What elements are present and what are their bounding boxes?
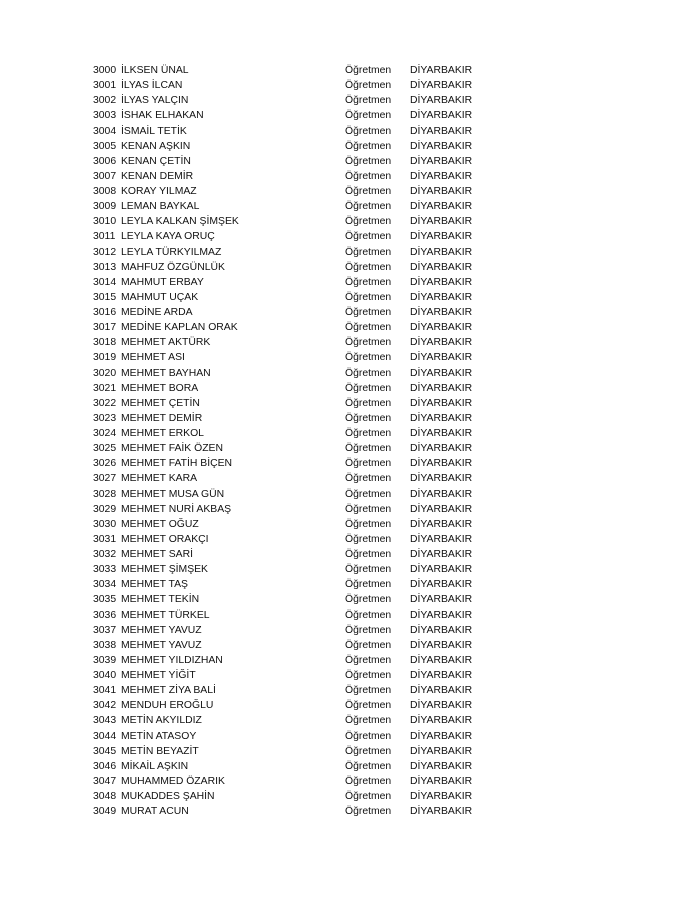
person-name: LEYLA TÜRKYILMAZ <box>121 246 222 258</box>
row-number: 3020 <box>93 367 117 379</box>
city-name: DİYARBAKIR <box>410 564 473 576</box>
person-name: MEHMET ÇETİN <box>121 397 200 409</box>
city-name: DİYARBAKIR <box>410 65 473 76</box>
list-row <box>93 275 513 290</box>
row-number: 3001 <box>93 80 117 92</box>
city-name: DİYARBAKIR <box>410 307 473 318</box>
row-number: 3022 <box>93 397 117 409</box>
person-name: MEHMET YILDIZHAN <box>121 654 223 666</box>
person-name: İLYAS YALÇIN <box>121 95 189 107</box>
list-row <box>93 517 513 532</box>
row-number: 3045 <box>93 745 117 757</box>
city-name: DİYARBAKIR <box>410 428 473 439</box>
list-row <box>93 729 513 744</box>
job-title: Öğretmen <box>345 65 392 76</box>
job-title: Öğretmen <box>345 670 392 681</box>
city-name: DİYARBAKIR <box>410 624 473 636</box>
city-name: DİYARBAKIR <box>410 261 473 273</box>
job-title: Öğretmen <box>345 715 392 727</box>
city-name: DİYARBAKIR <box>410 639 473 651</box>
person-name: MEHMET MUSA GÜN <box>121 488 225 500</box>
row-number: 3016 <box>93 307 117 318</box>
list-row <box>93 653 513 668</box>
job-title: Öğretmen <box>345 639 392 651</box>
job-title: Öğretmen <box>345 488 392 500</box>
row-number: 3036 <box>93 609 117 621</box>
job-title: Öğretmen <box>345 352 392 364</box>
list-row <box>93 350 513 365</box>
job-title: Öğretmen <box>345 564 392 576</box>
list-row <box>93 214 513 229</box>
city-name: DİYARBAKIR <box>410 654 473 666</box>
city-name: DİYARBAKIR <box>410 443 473 455</box>
list-row <box>93 502 513 517</box>
job-title: Öğretmen <box>345 80 392 92</box>
list-row <box>93 199 513 214</box>
job-title: Öğretmen <box>345 609 392 621</box>
list-row <box>93 139 513 154</box>
city-name: DİYARBAKIR <box>410 125 473 137</box>
city-name: DİYARBAKIR <box>410 488 473 500</box>
job-title: Öğretmen <box>345 170 392 182</box>
person-name: MAHFUZ ÖZGÜNLÜK <box>121 261 225 273</box>
person-name: MUHAMMED ÖZARIK <box>121 775 225 787</box>
person-name: MEHMET AKTÜRK <box>121 337 211 349</box>
person-name: MEHMET BORA <box>121 382 199 394</box>
person-name: MEHMET FATİH BİÇEN <box>121 458 233 470</box>
row-number: 3025 <box>93 443 117 455</box>
person-name: MEHMET KARA <box>121 473 198 485</box>
city-name: DİYARBAKIR <box>410 276 473 288</box>
list-row <box>93 366 513 381</box>
job-title: Öğretmen <box>345 201 392 213</box>
job-title: Öğretmen <box>345 473 392 485</box>
city-name: DİYARBAKIR <box>410 397 473 409</box>
row-number: 3010 <box>93 216 117 228</box>
job-title: Öğretmen <box>345 291 392 303</box>
list-row <box>93 471 513 486</box>
row-number: 3038 <box>93 639 117 651</box>
row-number: 3030 <box>93 518 117 530</box>
person-name: MEHMET TÜRKEL <box>121 609 210 621</box>
row-number: 3035 <box>93 594 117 606</box>
list-row <box>93 411 513 426</box>
job-title: Öğretmen <box>345 594 392 606</box>
row-number: 3000 <box>93 65 117 76</box>
person-name: İSMAİL TETİK <box>121 125 187 137</box>
city-name: DİYARBAKIR <box>410 700 473 712</box>
row-number: 3028 <box>93 488 117 500</box>
person-name: MEHMET SARİ <box>121 549 193 560</box>
list-row <box>93 713 513 728</box>
row-number: 3027 <box>93 473 117 485</box>
row-number: 3037 <box>93 624 117 636</box>
city-name: DİYARBAKIR <box>410 458 473 470</box>
job-title: Öğretmen <box>345 654 392 666</box>
person-name: MEHMET ZİYA BALİ <box>121 685 216 697</box>
list-row <box>93 245 513 260</box>
list-row <box>93 78 513 93</box>
city-name: DİYARBAKIR <box>410 579 473 591</box>
row-number: 3014 <box>93 276 117 288</box>
person-name: İLYAS İLCAN <box>121 80 183 92</box>
row-number: 3046 <box>93 760 117 772</box>
city-name: DİYARBAKIR <box>410 518 473 530</box>
list-row <box>93 320 513 335</box>
list-row <box>93 547 513 562</box>
job-title: Öğretmen <box>345 518 392 530</box>
list-row <box>93 623 513 638</box>
list-row <box>93 638 513 653</box>
city-name: DİYARBAKIR <box>410 775 473 787</box>
city-name: DİYARBAKIR <box>410 806 473 818</box>
row-number: 3005 <box>93 140 117 152</box>
list-row <box>93 698 513 713</box>
city-name: DİYARBAKIR <box>410 367 473 379</box>
row-number: 3018 <box>93 337 117 349</box>
job-title: Öğretmen <box>345 579 392 591</box>
person-name: MEHMET YAVUZ <box>121 639 202 651</box>
job-title: Öğretmen <box>345 775 392 787</box>
person-name: MEHMET ŞİMŞEK <box>121 564 208 576</box>
city-name: DİYARBAKIR <box>410 412 473 424</box>
city-name: DİYARBAKIR <box>410 170 473 182</box>
list-row <box>93 381 513 396</box>
person-name: İSHAK ELHAKAN <box>121 110 204 122</box>
row-number: 3032 <box>93 549 117 560</box>
job-title: Öğretmen <box>345 276 392 288</box>
person-name: MEHMET TAŞ <box>121 579 188 591</box>
person-name: MUKADDES ŞAHİN <box>121 791 215 802</box>
job-title: Öğretmen <box>345 261 392 273</box>
row-number: 3009 <box>93 201 117 213</box>
job-title: Öğretmen <box>345 685 392 697</box>
row-number: 3004 <box>93 125 117 137</box>
list-row <box>93 789 513 804</box>
job-title: Öğretmen <box>345 337 392 349</box>
list-row <box>93 169 513 184</box>
list-row <box>93 774 513 789</box>
list-row <box>93 184 513 199</box>
row-number: 3049 <box>93 806 117 818</box>
row-number: 3019 <box>93 352 117 364</box>
person-name: MEHMET TEKİN <box>121 594 200 606</box>
person-name: MEHMET YAVUZ <box>121 624 202 636</box>
row-number: 3015 <box>93 291 117 303</box>
list-row <box>93 804 513 819</box>
row-number: 3039 <box>93 654 117 666</box>
city-name: DİYARBAKIR <box>410 80 473 92</box>
city-name: DİYARBAKIR <box>410 549 473 560</box>
row-number: 3003 <box>93 110 117 122</box>
row-number: 3042 <box>93 700 117 712</box>
person-name: MEHMET FAİK ÖZEN <box>121 443 223 455</box>
list-row <box>93 108 513 123</box>
city-name: DİYARBAKIR <box>410 155 473 167</box>
list-row <box>93 487 513 502</box>
job-title: Öğretmen <box>345 95 392 107</box>
city-name: DİYARBAKIR <box>410 533 473 545</box>
person-name: MAHMUT UÇAK <box>121 291 199 303</box>
person-name: KENAN ÇETİN <box>121 155 191 167</box>
row-number: 3040 <box>93 670 117 681</box>
job-title: Öğretmen <box>345 246 392 258</box>
job-title: Öğretmen <box>345 186 392 197</box>
list-row <box>93 592 513 607</box>
job-title: Öğretmen <box>345 397 392 409</box>
row-number: 3012 <box>93 246 117 258</box>
city-name: DİYARBAKIR <box>410 473 473 485</box>
list-row <box>93 229 513 244</box>
row-number: 3026 <box>93 458 117 470</box>
row-number: 3023 <box>93 412 117 424</box>
city-name: DİYARBAKIR <box>410 216 473 228</box>
list-row <box>93 608 513 623</box>
row-number: 3024 <box>93 428 117 439</box>
list-row <box>93 93 513 108</box>
job-title: Öğretmen <box>345 730 392 742</box>
list-row <box>93 335 513 350</box>
job-title: Öğretmen <box>345 745 392 757</box>
job-title: Öğretmen <box>345 110 392 122</box>
list-row <box>93 63 513 78</box>
list-row <box>93 562 513 577</box>
row-number: 3007 <box>93 170 117 182</box>
person-name: MEHMET ERKOL <box>121 428 204 439</box>
city-name: DİYARBAKIR <box>410 337 473 349</box>
city-name: DİYARBAKIR <box>410 594 473 606</box>
job-title: Öğretmen <box>345 140 392 152</box>
list-row <box>93 154 513 169</box>
job-title: Öğretmen <box>345 367 392 379</box>
row-number: 3006 <box>93 155 117 167</box>
person-name: MAHMUT ERBAY <box>121 276 204 288</box>
row-number: 3044 <box>93 730 117 742</box>
city-name: DİYARBAKIR <box>410 201 473 213</box>
person-name: KENAN DEMİR <box>121 170 194 182</box>
row-number: 3047 <box>93 775 117 787</box>
person-name: LEYLA KAYA ORUÇ <box>121 231 215 243</box>
person-name: MEHMET NURİ AKBAŞ <box>121 503 232 515</box>
list-row <box>93 260 513 275</box>
row-number: 3043 <box>93 715 117 727</box>
person-name: MEDİNE ARDA <box>121 307 193 318</box>
row-number: 3013 <box>93 261 117 273</box>
list-row <box>93 124 513 139</box>
city-name: DİYARBAKIR <box>410 715 473 727</box>
city-name: DİYARBAKIR <box>410 609 473 621</box>
row-number: 3041 <box>93 685 117 697</box>
row-number: 3008 <box>93 186 117 197</box>
city-name: DİYARBAKIR <box>410 140 473 152</box>
list-row <box>93 577 513 592</box>
list-row <box>93 396 513 411</box>
person-name: KORAY YILMAZ <box>121 186 197 197</box>
job-title: Öğretmen <box>345 428 392 439</box>
job-title: Öğretmen <box>345 791 392 802</box>
row-number: 3017 <box>93 322 117 334</box>
job-title: Öğretmen <box>345 458 392 470</box>
city-name: DİYARBAKIR <box>410 760 473 772</box>
job-title: Öğretmen <box>345 231 392 243</box>
job-title: Öğretmen <box>345 760 392 772</box>
row-number: 3002 <box>93 95 117 107</box>
row-number: 3033 <box>93 564 117 576</box>
person-name: İLKSEN ÜNAL <box>121 65 189 76</box>
city-name: DİYARBAKIR <box>410 322 473 334</box>
row-number: 3031 <box>93 533 117 545</box>
row-number: 3048 <box>93 791 117 802</box>
job-title: Öğretmen <box>345 443 392 455</box>
person-name: MEHMET ASI <box>121 352 185 364</box>
row-number: 3011 <box>93 231 116 243</box>
job-title: Öğretmen <box>345 322 392 334</box>
list-row <box>93 744 513 759</box>
list-row <box>93 532 513 547</box>
job-title: Öğretmen <box>345 125 392 137</box>
job-title: Öğretmen <box>345 307 392 318</box>
person-name: MENDUH EROĞLU <box>121 700 214 712</box>
person-name: MEDİNE KAPLAN ORAK <box>121 322 238 334</box>
city-name: DİYARBAKIR <box>410 291 473 303</box>
person-name: MEHMET OĞUZ <box>121 518 199 530</box>
person-name: MEHMET ORAKÇI <box>121 533 209 545</box>
teacher-list <box>93 63 513 819</box>
list-row <box>93 456 513 471</box>
city-name: DİYARBAKIR <box>410 352 473 364</box>
job-title: Öğretmen <box>345 216 392 228</box>
city-name: DİYARBAKIR <box>410 231 473 243</box>
job-title: Öğretmen <box>345 382 392 394</box>
row-number: 3021 <box>93 382 117 394</box>
list-row <box>93 441 513 456</box>
person-name: METİN AKYILDIZ <box>121 715 202 727</box>
job-title: Öğretmen <box>345 155 392 167</box>
job-title: Öğretmen <box>345 549 392 560</box>
city-name: DİYARBAKIR <box>410 503 473 515</box>
city-name: DİYARBAKIR <box>410 186 473 197</box>
row-number: 3029 <box>93 503 117 515</box>
city-name: DİYARBAKIR <box>410 791 473 802</box>
person-name: MİKAİL AŞKIN <box>121 760 189 772</box>
person-name: METİN ATASOY <box>121 730 197 742</box>
list-row <box>93 668 513 683</box>
city-name: DİYARBAKIR <box>410 730 473 742</box>
person-name: LEYLA KALKAN ŞİMŞEK <box>121 216 239 228</box>
person-name: MEHMET DEMİR <box>121 412 203 424</box>
city-name: DİYARBAKIR <box>410 745 473 757</box>
city-name: DİYARBAKIR <box>410 110 473 122</box>
job-title: Öğretmen <box>345 700 392 712</box>
city-name: DİYARBAKIR <box>410 670 473 681</box>
job-title: Öğretmen <box>345 806 392 818</box>
person-name: MEHMET BAYHAN <box>121 367 211 379</box>
city-name: DİYARBAKIR <box>410 95 473 107</box>
city-name: DİYARBAKIR <box>410 382 473 394</box>
person-name: MEHMET YİĞİT <box>121 670 196 681</box>
row-number: 3034 <box>93 579 117 591</box>
person-name: KENAN AŞKIN <box>121 140 191 152</box>
person-name: METİN BEYAZİT <box>121 745 199 757</box>
job-title: Öğretmen <box>345 533 392 545</box>
list-row <box>93 305 513 320</box>
job-title: Öğretmen <box>345 503 392 515</box>
city-name: DİYARBAKIR <box>410 246 473 258</box>
list-row <box>93 426 513 441</box>
person-name: MURAT ACUN <box>121 806 189 818</box>
list-row <box>93 759 513 774</box>
job-title: Öğretmen <box>345 412 392 424</box>
list-row <box>93 683 513 698</box>
person-name: LEMAN BAYKAL <box>121 201 200 213</box>
city-name: DİYARBAKIR <box>410 685 473 697</box>
list-row <box>93 290 513 305</box>
job-title: Öğretmen <box>345 624 392 636</box>
